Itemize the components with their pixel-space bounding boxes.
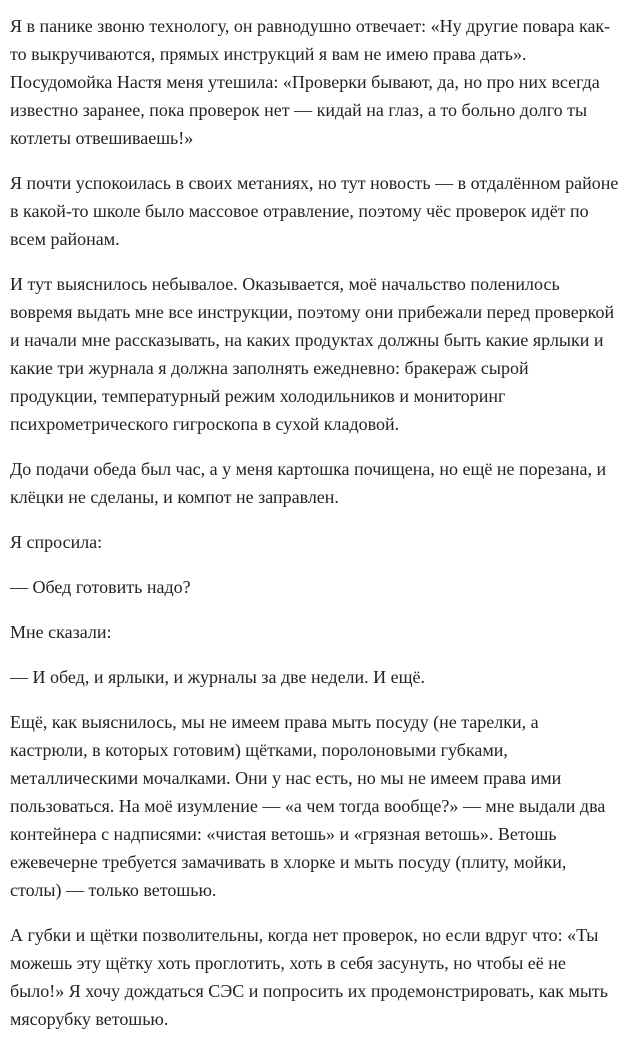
paragraph-intro-phone-call: Я в панике звоню технологу, он равнодушно отвечает: «Ну другие повара как-то выкручиваются, прямых инструкций я вам не имею права дать». Посудомойка Настя меня утешила: «Проверки бывают, да, но про них всегда известно заранее, пока проверок нет — кидай на глаз, а то больно долго ты котлеты отвешиваешь!» bbox=[10, 16, 611, 148]
paragraph-news-inspections: Я почти успокоилась в своих метаниях, но тут новость — в отдалённом районе в какой-то школе было массовое отравление, поэтому чёс проверок идёт по всем районам. bbox=[10, 173, 619, 249]
paragraph-rags-rules: Ещё, как выяснилось, мы не имеем права мыть посуду (не тарелки, а кастрюли, в которых готовим) щётками, поролоновыми губками, металлическими мочалками. Они у нас есть, но мы не имеем права ими пользоваться. На моё изумление — «а чем тогда вообще?» — мне выдали два контейнера с надписями: «чистая ветошь» и «грязная ветошь». Ветошь ежевечерне требуется замачивать в хлорке и мыть посуду (плиту, мойки, столы) — только ветошью. bbox=[10, 712, 606, 900]
paragraph-brushes-conclusion: А губки и щётки позволительны, когда нет проверок, но если вдруг что: «Ты можешь эту щётку хоть проглотить, хоть в себя засунуть, но чтобы её не было!» Я хочу дождаться СЭС и попросить их продемонстрировать, как мыть мясорубку ветошью. bbox=[10, 925, 608, 1029]
paragraph-instructions-journals: И тут выяснилось небывалое. Оказывается, моё начальство поленилось вовремя выдать мне все инструкции, поэтому они прибежали перед проверкой и начали мне рассказывать, на каких продуктах должны быть какие ярлыки и какие три журнала я должна заполнять ежедневно: бракераж сырой продукции, температурный режим холодильников и мониторинг психрометрического гигроскопа в сухой кладовой. bbox=[10, 274, 615, 434]
paragraph-dialogue-question: — Обед готовить надо? bbox=[10, 577, 191, 597]
paragraph-they-said: Мне сказали: bbox=[10, 622, 112, 642]
paragraph-lunch-preparation: До подачи обеда был час, а у меня картошка почищена, но ещё не порезана, и клёцки не сделаны, и компот не заправлен. bbox=[10, 459, 607, 507]
paragraph-i-asked: Я спросила: bbox=[10, 532, 103, 552]
paragraph-dialogue-answer: — И обед, и ярлыки, и журналы за две недели. И ещё. bbox=[10, 667, 426, 687]
